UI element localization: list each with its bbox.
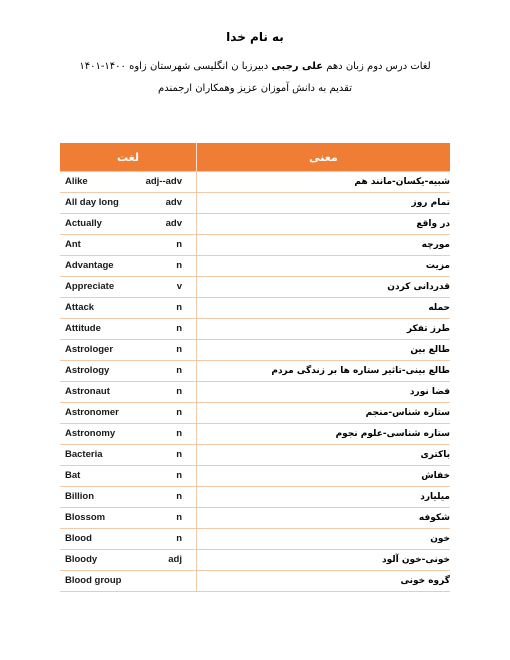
table-row bbox=[60, 361, 450, 382]
part-of-speech: n bbox=[176, 407, 182, 418]
english-word: All day long bbox=[65, 197, 119, 208]
table-row bbox=[60, 529, 450, 550]
english-word: Appreciate bbox=[65, 281, 115, 292]
english-cell bbox=[60, 214, 197, 235]
english-cell-content bbox=[60, 298, 196, 318]
english-cell-content bbox=[60, 445, 196, 465]
table-row bbox=[60, 277, 450, 298]
english-cell-content bbox=[60, 571, 196, 591]
persian-meaning: مورچه bbox=[197, 235, 451, 256]
part-of-speech: n bbox=[176, 302, 182, 313]
english-cell bbox=[60, 256, 197, 277]
part-of-speech: adv bbox=[165, 197, 182, 208]
english-cell bbox=[60, 529, 197, 550]
persian-meaning: طالع بینی-تاثیر ستاره ها بر زندگی مردم bbox=[197, 361, 451, 382]
persian-meaning: خونی-خون آلود bbox=[197, 550, 451, 571]
part-of-speech: adj bbox=[168, 554, 182, 565]
english-cell bbox=[60, 298, 197, 319]
author-name: علی رجبی bbox=[271, 61, 324, 72]
english-cell-content bbox=[60, 193, 196, 213]
english-cell-content bbox=[60, 550, 196, 570]
table-row bbox=[60, 571, 450, 592]
persian-meaning: باکتری bbox=[197, 445, 451, 466]
part-of-speech: n bbox=[176, 323, 182, 334]
english-word: Astrology bbox=[65, 365, 110, 376]
table-row bbox=[60, 193, 450, 214]
english-word: Astronomer bbox=[65, 407, 119, 418]
part-of-speech: n bbox=[176, 533, 182, 544]
table-row bbox=[60, 550, 450, 571]
persian-meaning: فضا نورد bbox=[197, 382, 451, 403]
english-cell-content bbox=[60, 361, 196, 381]
english-cell bbox=[60, 172, 197, 193]
table-row bbox=[60, 319, 450, 340]
english-word: Advantage bbox=[65, 260, 114, 271]
persian-meaning: تمام روز bbox=[197, 193, 451, 214]
english-word: Billion bbox=[65, 491, 95, 502]
english-cell-content bbox=[60, 508, 196, 528]
english-word: Alike bbox=[65, 176, 88, 187]
dedication-line: تقدیم به دانش آموزان عزیز وهمکاران ارجمندم bbox=[158, 83, 352, 94]
english-cell bbox=[60, 445, 197, 466]
table-row bbox=[60, 403, 450, 424]
part-of-speech: v bbox=[176, 281, 182, 292]
persian-meaning: گروه خونی bbox=[197, 571, 451, 592]
persian-meaning: مزیت bbox=[197, 256, 451, 277]
persian-meaning: خون bbox=[197, 529, 451, 550]
english-cell-content bbox=[60, 235, 196, 255]
table-row bbox=[60, 508, 450, 529]
persian-meaning: در واقع bbox=[197, 214, 451, 235]
table-row bbox=[60, 340, 450, 361]
table-row bbox=[60, 214, 450, 235]
english-cell bbox=[60, 361, 197, 382]
english-cell bbox=[60, 277, 197, 298]
part-of-speech: n bbox=[176, 449, 182, 460]
english-cell bbox=[60, 508, 197, 529]
subtitle-post: دبیرزبا ن انگلیسی شهرستان زاوه ۱۴۰۰-۱۴۰۱ bbox=[79, 61, 272, 72]
part-of-speech: n bbox=[176, 386, 182, 397]
subtitle-pre: لغات درس دوم زبان دهم bbox=[323, 61, 431, 72]
persian-meaning: شبیه-یکسان-مانند هم bbox=[197, 172, 451, 193]
table-row bbox=[60, 235, 450, 256]
english-word: Bat bbox=[65, 470, 81, 481]
english-word: Attitude bbox=[65, 323, 101, 334]
english-cell bbox=[60, 550, 197, 571]
english-word: Blossom bbox=[65, 512, 106, 523]
header-persian-cell: معنی bbox=[197, 143, 451, 172]
page-title: به نام خدا bbox=[226, 30, 284, 44]
part-of-speech: n bbox=[176, 491, 182, 502]
english-cell-content bbox=[60, 172, 196, 192]
vocabulary-table bbox=[60, 143, 450, 592]
english-cell bbox=[60, 319, 197, 340]
english-word: Ant bbox=[65, 239, 81, 250]
part-of-speech: adv bbox=[165, 218, 182, 229]
document-subtitle bbox=[0, 61, 510, 72]
english-cell bbox=[60, 340, 197, 361]
persian-meaning: حمله bbox=[197, 298, 451, 319]
english-cell bbox=[60, 571, 197, 592]
table-body bbox=[60, 172, 450, 592]
english-cell bbox=[60, 424, 197, 445]
persian-meaning: ستاره شناس-منجم bbox=[197, 403, 451, 424]
english-cell bbox=[60, 403, 197, 424]
english-word: Bloody bbox=[65, 554, 98, 565]
english-cell-content bbox=[60, 487, 196, 507]
english-word: Astrologer bbox=[65, 344, 114, 355]
part-of-speech: n bbox=[176, 260, 182, 271]
persian-meaning: طرز تفکر bbox=[197, 319, 451, 340]
table-header-row bbox=[60, 143, 450, 172]
part-of-speech: adj--adv bbox=[145, 176, 182, 187]
table-row bbox=[60, 256, 450, 277]
table-row bbox=[60, 172, 450, 193]
english-cell-content bbox=[60, 403, 196, 423]
persian-meaning: قدردانی کردن bbox=[197, 277, 451, 298]
part-of-speech: n bbox=[176, 344, 182, 355]
english-word: Blood group bbox=[65, 575, 122, 586]
table-row bbox=[60, 382, 450, 403]
table-row bbox=[60, 466, 450, 487]
header-english-cell: لغت bbox=[60, 143, 197, 172]
persian-meaning: طالع بین bbox=[197, 340, 451, 361]
english-cell-content bbox=[60, 256, 196, 276]
english-word: Astronaut bbox=[65, 386, 110, 397]
part-of-speech: n bbox=[176, 365, 182, 376]
table-row bbox=[60, 298, 450, 319]
english-cell-content bbox=[60, 319, 196, 339]
english-word: Bacteria bbox=[65, 449, 103, 460]
part-of-speech: n bbox=[176, 470, 182, 481]
part-of-speech: n bbox=[176, 512, 182, 523]
persian-meaning: خفاش bbox=[197, 466, 451, 487]
english-cell-content bbox=[60, 214, 196, 234]
english-cell-content bbox=[60, 466, 196, 486]
english-word: Actually bbox=[65, 218, 102, 229]
part-of-speech: n bbox=[176, 239, 182, 250]
english-cell bbox=[60, 487, 197, 508]
table-row bbox=[60, 487, 450, 508]
persian-meaning: میلیارد bbox=[197, 487, 451, 508]
english-cell bbox=[60, 193, 197, 214]
table-row bbox=[60, 445, 450, 466]
table-row bbox=[60, 424, 450, 445]
english-cell-content bbox=[60, 277, 196, 297]
english-cell bbox=[60, 235, 197, 256]
english-cell-content bbox=[60, 529, 196, 549]
english-cell-content bbox=[60, 382, 196, 402]
english-cell-content bbox=[60, 424, 196, 444]
english-cell bbox=[60, 382, 197, 403]
english-cell-content bbox=[60, 340, 196, 360]
english-cell bbox=[60, 466, 197, 487]
english-word: Attack bbox=[65, 302, 95, 313]
english-word: Astronomy bbox=[65, 428, 116, 439]
english-word: Blood bbox=[65, 533, 92, 544]
part-of-speech: n bbox=[176, 428, 182, 439]
persian-meaning: شکوفه bbox=[197, 508, 451, 529]
persian-meaning: ستاره شناسی-علوم نجوم bbox=[197, 424, 451, 445]
